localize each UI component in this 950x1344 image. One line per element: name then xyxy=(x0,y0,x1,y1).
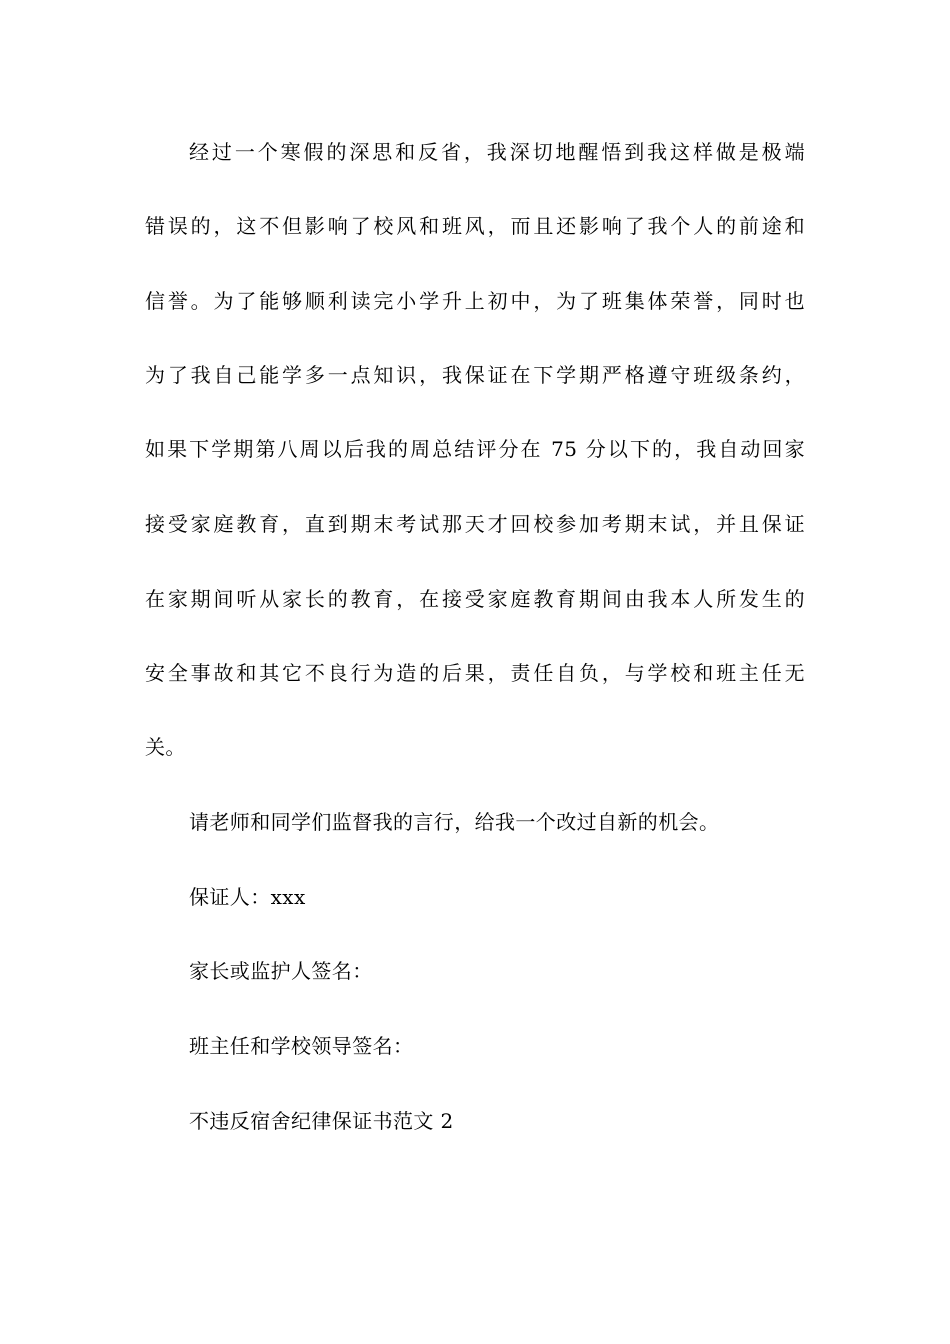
paragraph-line-3: 信誉。为了能够顺利读完小学升上初中，为了班集体荣誉，同时也 xyxy=(145,289,805,313)
paragraph-line-1: 经过一个寒假的深思和反省，我深切地醒悟到我这样做是极端 xyxy=(189,140,805,164)
parent-signature-line: 家长或监护人签名： xyxy=(189,959,373,983)
paragraph-line-4: 为了我自己能学多一点知识，我保证在下学期严格遵守班级条约， xyxy=(145,363,805,387)
next-title-line: 不违反宿舍纪律保证书范文 2 xyxy=(189,1109,454,1133)
paragraph-line-8: 安全事故和其它不良行为造的后果，责任自负，与学校和班主任无 xyxy=(145,661,805,685)
paragraph-line-6: 接受家庭教育，直到期末考试那天才回校参加考期末试，并且保证 xyxy=(145,512,805,536)
teacher-signature-line: 班主任和学校领导签名： xyxy=(189,1034,414,1058)
paragraph-line-9: 关。 xyxy=(145,735,186,759)
request-line: 请老师和同学们监督我的言行，给我一个改过自新的机会。 xyxy=(189,810,720,834)
paragraph-line-2: 错误的，这不但影响了校风和班风，而且还影响了我个人的前途和 xyxy=(145,214,805,238)
paragraph-line-7: 在家期间听从家长的教育，在接受家庭教育期间由我本人所发生的 xyxy=(145,587,805,611)
guarantor-line: 保证人：xxx xyxy=(189,885,306,909)
paragraph-line-5: 如果下学期第八周以后我的周总结评分在 75 分以下的，我自动回家 xyxy=(145,437,805,461)
